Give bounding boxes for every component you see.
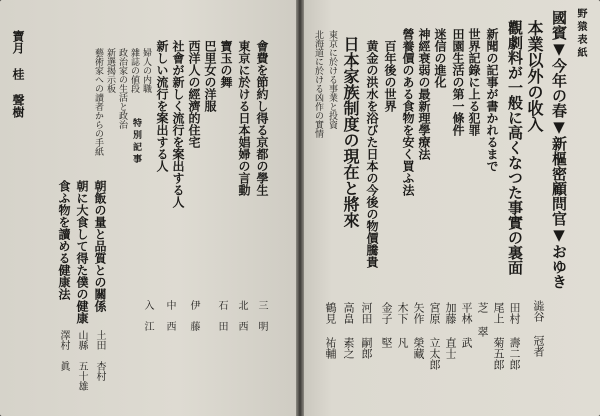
author: 伊 藤 <box>188 300 199 331</box>
toc-line: 迷信の進化 <box>433 28 447 88</box>
author: 加藤 直士 <box>444 302 457 359</box>
toc-line: 雜誌の値段 <box>129 48 139 93</box>
toc-line: 寶玉の舞 <box>219 40 233 88</box>
footer-column: 寶月 桂 聲樹 <box>11 30 25 118</box>
author: 木下 凡 <box>396 302 409 348</box>
toc-line: 巴里女の洋服 <box>203 40 217 112</box>
author: 土田 杏村 <box>94 330 105 381</box>
toc-line: 東京に於ける日本娼婦の言動 <box>237 40 251 196</box>
author: 河田 嗣郎 <box>360 302 373 359</box>
toc-line: 神經衰弱の最新理學療法 <box>417 28 431 160</box>
toc-line: 日本家族制度の現在と將來 <box>341 36 360 228</box>
toc-line: 朝に大食して得た僕の健康 <box>75 180 89 324</box>
toc-line: 北海道に於ける凶作の實情 <box>313 30 323 138</box>
author: 鶴見 祐輔 <box>324 302 337 359</box>
toc-line: 世界記錄に上る犯罪 <box>467 28 481 136</box>
toc-line: 藝術家への讀者からの手紙 <box>93 48 103 156</box>
toc-line: 觀劇料が一般に高くなつた事實の裏面 <box>506 20 524 275</box>
book-gutter <box>296 0 304 416</box>
author: 山縣 五十雄 <box>76 330 87 391</box>
toc-line: 田園生活の第一條件 <box>451 28 465 136</box>
author: 平林 武 <box>460 302 473 348</box>
author: 石 田 <box>216 300 227 331</box>
toc-line: 國賓▼今年の春▼新樞密顧問官▼おゆき <box>550 10 568 289</box>
left-page <box>0 0 298 416</box>
author: 田村 壽二郎 <box>508 302 521 370</box>
author: 澤村 眞 <box>58 330 69 371</box>
author: 矢作 榮藏 <box>412 302 425 359</box>
toc-line: 百年後の世界 <box>383 40 397 112</box>
author: 高畠 素之 <box>342 302 355 359</box>
author: 澁谷 冠者 <box>532 300 545 357</box>
author: 金子 堅 <box>380 302 393 348</box>
toc-line: 社會が新しく流行を案出する人 <box>171 40 185 208</box>
toc-line: 政治家の生活と政治 <box>117 48 127 129</box>
toc-line: 西洋人の經濟的住宅 <box>187 40 201 148</box>
toc-line: 會費を節約し得る京都の學生 <box>255 40 269 196</box>
author: 尾上 菊五郎 <box>492 302 505 370</box>
toc-line: 新しい流行を案出する人 <box>155 40 169 172</box>
toc-line: 新聞の記事が書かれるまで <box>485 28 499 172</box>
toc-line: 營養價のある食物を安く買ふ法 <box>401 28 415 196</box>
toc-line: 朝飯の量と品質との關係 <box>93 180 107 312</box>
toc-line: 東京に於ける事業と投資 <box>327 30 337 129</box>
toc-line: 新選揭示板 <box>105 48 115 93</box>
author: 宮原 立太郎 <box>428 302 441 370</box>
right-page <box>302 0 600 416</box>
toc-line: 婦人の内職 <box>141 48 151 93</box>
section-label: 特別記事 <box>131 118 141 166</box>
author: 芝 翠 <box>476 302 489 337</box>
author: 三 明 <box>256 300 267 331</box>
author: 中 西 <box>164 300 175 331</box>
toc-line: 本業以外の收入 <box>525 20 544 132</box>
toc-line: 黄金の洪水を浴びた日本の今後の物價騰貴 <box>365 40 379 268</box>
author: 北 西 <box>236 300 247 331</box>
toc-line: 食ふ物を讀める健康法 <box>57 180 71 300</box>
section-label: 野猿表紙 <box>575 8 586 60</box>
author: 入 江 <box>142 300 153 331</box>
